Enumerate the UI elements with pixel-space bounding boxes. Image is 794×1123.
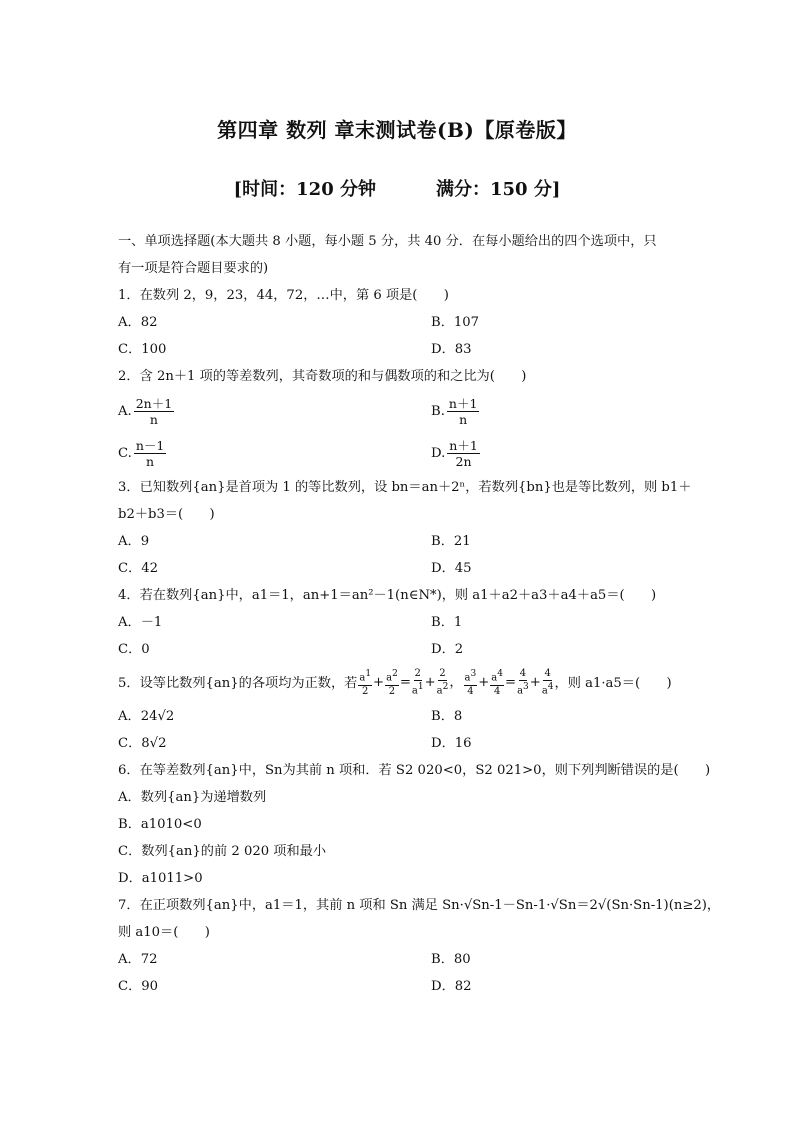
question-2-stem: 2．含 2n＋1 项的等差数列，其奇数项的和与偶数项的和之比为( ) <box>118 369 527 384</box>
option-a-fraction <box>134 396 174 427</box>
question-5-option-c: C．8√2 <box>118 736 167 751</box>
section-intro-line2: 有一项是符合题目要求的) <box>118 261 269 276</box>
page-title: 第四章 数列 章末测试卷(B)【原卷版】 <box>217 118 577 142</box>
question-3-stem-line2: b2＋b3＝( ) <box>118 507 215 522</box>
section-intro-line1: 一、单项选择题(本大题共 8 小题，每小题 5 分，共 40 分．在每小题给出的四个选项中，只 <box>118 234 657 249</box>
question-7-option-b: B．80 <box>431 952 471 967</box>
question-6-option-c: C．数列{an}的前 2 020 项和最小 <box>118 844 327 859</box>
question-4-options-row1 <box>118 609 680 636</box>
question-2-option-c <box>118 438 431 469</box>
question-list <box>118 228 721 1000</box>
option-b-label: B. <box>431 403 445 419</box>
question-2-option-d <box>431 438 680 469</box>
question-5-option-a: A．24√2 <box>118 709 175 724</box>
option-b-fraction <box>447 396 480 427</box>
question-4-option-c: C．0 <box>118 642 150 657</box>
question-7-stem-line2: 则 a10＝( ) <box>118 925 210 940</box>
question-5-formula: $\frac{a^1}{2}$ + $\frac{a^2}{2}$ = $\frac{2}{a^1}$ + $\frac{2}{a^2}$ ， $\frac{a^3}{4}$ + $\frac{a^4}{4}$ = $\frac{4}{a^3}$ + $\frac{4}{a^4}$ <box>359 668 554 697</box>
question-7-stem-line1: 7．在正项数列{an}中，a1＝1，其前 n 项和 Sn 满足 Sn·√Sn-1－Sn-1·√Sn＝2√(Sn·Sn-1)(n≥2)， <box>118 898 721 913</box>
question-4-option-a: A．－1 <box>118 615 163 630</box>
question-1-option-c: C．100 <box>118 342 167 357</box>
question-3-options-row1 <box>118 528 680 555</box>
question-2-options-row2 <box>118 432 680 474</box>
question-7-option-c: C．90 <box>118 979 159 994</box>
question-4-option-b: B．1 <box>431 615 463 630</box>
question-3-option-c: C．42 <box>118 561 159 576</box>
question-6-stem: 6．在等差数列{an}中，Sn为其前 n 项和．若 S2 020<0，S2 021>0，则下列判断错误的是( ) <box>118 763 711 778</box>
fraction-denominator: n <box>146 453 155 469</box>
question-6-option-b: B．a1010<0 <box>118 817 202 832</box>
question-5-stem-start: 5．设等比数列{an}的各项均为正数，若 <box>118 675 358 691</box>
question-2-option-b <box>431 396 680 427</box>
question-3-stem-line1: 3．已知数列{an}是首项为 1 的等比数列，设 bn＝an＋2ⁿ，若数列{bn}也是等比数列，则 b1＋ <box>118 480 692 495</box>
question-3-option-a: A．9 <box>118 534 150 549</box>
time-label: [时间：120 分钟 <box>233 179 376 200</box>
fraction-numerator: n＋1 <box>449 437 478 453</box>
option-a-label: A. <box>118 403 132 419</box>
question-3-option-d: D．45 <box>431 561 472 576</box>
option-c-label: C. <box>118 445 132 461</box>
option-d-label: D. <box>431 445 446 461</box>
fraction-denominator: n <box>459 411 468 427</box>
option-d-fraction <box>447 438 480 469</box>
question-1-stem: 1．在数列 2，9，23，44，72，…中，第 6 项是( ) <box>118 288 449 303</box>
exam-info <box>0 175 794 201</box>
question-1-option-b: B．107 <box>431 315 480 330</box>
question-6-option-d: D．a1011>0 <box>118 871 203 886</box>
question-5-option-b: B．8 <box>431 709 463 724</box>
question-1-option-d: D．83 <box>431 342 472 357</box>
question-4-options-row2 <box>118 636 680 663</box>
question-5-options-row1 <box>118 703 680 730</box>
question-4-option-d: D．2 <box>431 642 464 657</box>
question-1-options-row2 <box>118 336 680 363</box>
question-7-option-a: A．72 <box>118 952 158 967</box>
fraction-numerator: n－1 <box>135 437 165 453</box>
question-6-option-a: A．数列{an}为递增数列 <box>118 790 267 805</box>
question-3-options-row2 <box>118 555 680 582</box>
question-7-options-row1 <box>118 946 680 973</box>
question-7-options-row2 <box>118 973 680 1000</box>
question-1-option-a: A．82 <box>118 315 158 330</box>
question-2-option-a <box>118 396 431 427</box>
question-5-stem <box>118 663 680 703</box>
question-4-stem: 4．若在数列{an}中，a1＝1，an+1＝an²－1(n∈N*)，则 a1＋a2＋a3＋a4＋a5＝( ) <box>118 588 657 603</box>
question-5-stem-end: ，则 a1·a5＝( ) <box>554 675 672 691</box>
fraction-denominator: n <box>149 411 158 427</box>
score-label: 满分：150 分] <box>436 179 561 200</box>
question-5-option-d: D．16 <box>431 736 472 751</box>
fraction-denominator: 2n <box>455 453 472 469</box>
fraction-numerator: 2n＋1 <box>135 395 173 411</box>
question-7-option-d: D．82 <box>431 979 472 994</box>
fraction-numerator: n＋1 <box>448 395 478 411</box>
question-3-option-b: B．21 <box>431 534 471 549</box>
question-2-options-row1 <box>118 390 680 432</box>
option-c-fraction <box>134 438 167 469</box>
question-1-options-row1 <box>118 309 680 336</box>
question-5-options-row2 <box>118 730 680 757</box>
